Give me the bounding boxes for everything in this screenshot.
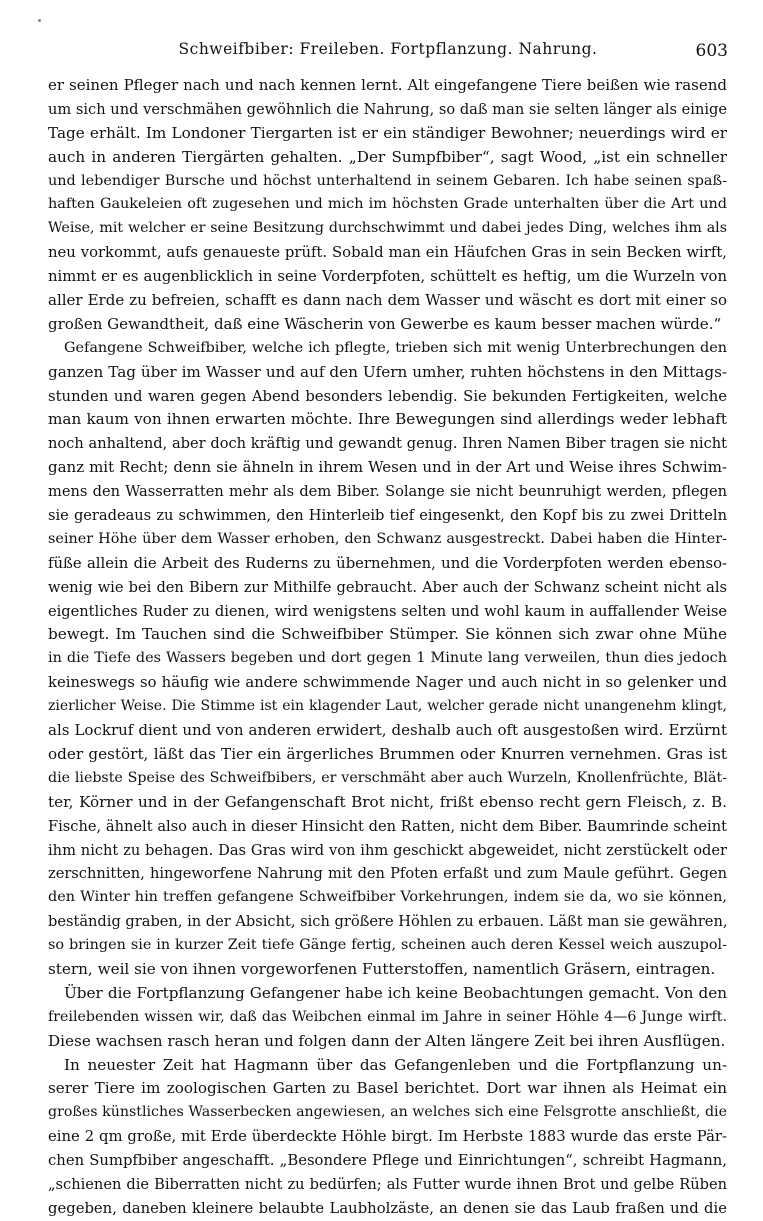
text-line: eigentliches Ruder zu dienen, wird wenigstens selten und wohl kaum in auffallender Weise — [48, 602, 727, 620]
text-line: auch in anderen Tiergärten gehalten. „Der Sumpfbiber“, sagt Wood, „ist ein schneller — [48, 147, 727, 166]
text-line: bewegt. Im Tauchen sind die Schweifbiber Stümper. Sie können sich zwar ohne Mühe — [48, 625, 727, 644]
text-line: als Lockruf dient und von anderen erwidert, deshalb auch oft ausgestoßen wird. Erzürnt — [48, 721, 727, 740]
paragraph-start-line: Über die Fortpflanzung Gefangener habe ich keine Beobachtungen gemacht. Von den — [64, 983, 727, 1002]
text-line: großen Gewandtheit, daß eine Wäscherin von Gewerbe es kaum besser machen würde.“ — [48, 314, 722, 333]
text-line: zerschnitten, hingeworfene Nahrung mit den Pfoten erfaßt und zum Maule geführt. Gegen — [48, 865, 727, 883]
page-header — [48, 40, 728, 66]
text-line: den Winter hin treffen gefangene Schweifbiber Vorkehrungen, indem sie da, wo sie können, — [48, 889, 727, 906]
text-line: so bringen sie in kurzer Zeit tiefe Gänge fertig, scheinen auch deren Kessel weich auszupol- — [48, 937, 727, 954]
text-line: in die Tiefe des Wassers begeben und dort gegen 1 Minute lang verweilen, thun dies jedoch — [48, 650, 727, 667]
text-line: eine 2 qm große, mit Erde überdeckte Höhle birgt. Im Herbste 1883 wurde das erste Pär- — [48, 1128, 727, 1146]
text-line: haften Gaukeleien oft zugesehen und mich im höchsten Grade unterhalten über die Art und — [48, 196, 727, 213]
text-line: Diese wachsen rasch heran und folgen dann der Alten längere Zeit bei ihren Ausflügen. — [48, 1031, 726, 1050]
text-line: wenig wie bei den Bibern zur Mithilfe gebraucht. Aber auch der Schwanz scheint nicht als — [48, 578, 727, 596]
text-line: man kaum von ihnen erwarten möchte. Ihre Bewegungen sind allerdings weder lebhaft — [48, 410, 727, 429]
text-line: sie geradeaus zu schwimmen, den Hinterleib tief eingesenkt, den Kopf bis zu zwei Dritteln — [48, 507, 727, 525]
text-line: stern, weil sie von ihnen vorgeworfenen Futterstoffen, namentlich Gräsern, eintragen. — [48, 959, 716, 978]
text-line: Weise, mit welcher er seine Besitzung durchschwimmt und dabei jedes Ding, welches ihm als — [48, 220, 727, 237]
text-line: Tage erhält. Im Londoner Tiergarten ist er ein ständiger Bewohner; neuerdings wird er — [48, 123, 727, 142]
text-line: neu vorkommt, aufs genaueste prüft. Sobald man ein Häufchen Gras in sein Becken wirft, — [48, 244, 727, 262]
text-line: und lebendiger Bursche und höchst unterhaltend in seinem Gebaren. Ich habe seinen spaß- — [48, 172, 727, 189]
text-line: seiner Höhe über dem Wasser erhoben, den Schwanz ausgestreckt. Dabei haben die Hinter- — [48, 530, 727, 547]
page-number: 603 — [695, 41, 728, 61]
text-line: serer Tiere im zoologischen Garten zu Basel berichtet. Dort war ihnen als Heimat ein — [48, 1079, 727, 1098]
text-line: nimmt er es augenblicklich in seine Vorderpfoten, schüttelt es heftig, um die Wurzeln von — [48, 268, 727, 286]
text-line: beständig graben, in der Absicht, sich größere Höhlen zu erbauen. Läßt man sie gewähren, — [48, 913, 727, 931]
text-line: großes künstliches Wasserbecken angewiesen, an welches sich eine Felsgrotte anschließt, die — [48, 1104, 727, 1121]
body-text — [48, 74, 727, 1221]
text-line: ganzen Tag über im Wasser und auf den Ufern umher, ruhten höchstens in den Mittags- — [48, 362, 727, 381]
text-line: chen Sumpfbiber angeschafft. „Besondere Pflege und Einrichtungen“, schreibt Hagmann, — [48, 1152, 727, 1170]
paragraph-start-line: Gefangene Schweifbiber, welche ich pflegte, trieben sich mit wenig Unterbrechungen den — [64, 339, 727, 356]
text-line: ter, Körner und in der Gefangenschaft Brot nicht, frißt ebenso recht gern Fleisch, z. B. — [48, 792, 727, 811]
text-line: mens den Wasserratten mehr als dem Biber. Solange sie nicht beunruhigt werden, pflegen — [48, 483, 727, 501]
text-line: füße allein die Arbeit des Ruderns zu übernehmen, und die Vorderpfoten werden ebenso- — [48, 554, 727, 572]
text-line: aller Erde zu befreien, schafft es dann nach dem Wasser und wäscht es dort mit einer so — [48, 291, 727, 310]
text-line: er seinen Pfleger nach und nach kennen lernt. Alt eingefangene Tiere beißen wie rasend — [48, 76, 727, 94]
text-line: keineswegs so häufig wie andere schwimmende Nager und auch nicht in so gelenker und — [48, 674, 727, 692]
running-title: Schweifbiber: Freileben. Fortpflanzung. Nahrung. — [178, 40, 598, 58]
text-line: „schienen die Biberratten nicht zu bedürfen; als Futter wurde ihnen Brot und gelbe Rüben — [48, 1175, 727, 1193]
text-line: die liebste Speise des Schweifbibers, er verschmäht aber auch Wurzeln, Knollenfrüchte, Blät- — [48, 769, 727, 786]
text-line: stunden und waren gegen Abend besonders lebendig. Sie bekunden Fertigkeiten, welche — [48, 387, 727, 405]
text-line: zierlicher Weise. Die Stimme ist ein klagender Laut, welcher gerade nicht unangenehm klingt, — [48, 698, 727, 715]
text-line: um sich und verschmähen gewöhnlich die Nahrung, so daß man sie selten länger als einige — [48, 100, 727, 118]
text-line: ihm nicht zu behagen. Das Gras wird von ihm geschickt abgeweidet, nicht zerstückelt oder — [48, 841, 727, 859]
scan-speck — [38, 19, 41, 22]
paragraph-start-line: In neuester Zeit hat Hagmann über das Gefangenleben und die Fortpflanzung un- — [64, 1055, 727, 1074]
text-line: ganz mit Recht; denn sie ähneln in ihrem Wesen und in der Art und Weise ihres Schwim- — [48, 458, 727, 477]
text-line: Fische, ähnelt also auch in dieser Hinsicht den Ratten, nicht dem Biber. Baumrinde scheint — [48, 817, 727, 835]
text-line: freilebenden wissen wir, daß das Weibchen einmal im Jahre in seiner Höhle 4—6 Junge wirft. — [48, 1008, 727, 1025]
text-line: noch anhaltend, aber doch kräftig und gewandt genug. Ihren Namen Biber tragen sie nicht — [48, 435, 727, 453]
text-line: oder gestört, läßt das Tier ein ärgerliches Brummen oder Knurren vernehmen. Gras ist — [48, 744, 727, 763]
text-line: gegeben, daneben kleinere belaubte Laubholzäste, an denen sie das Laub fraßen und die — [48, 1199, 727, 1217]
